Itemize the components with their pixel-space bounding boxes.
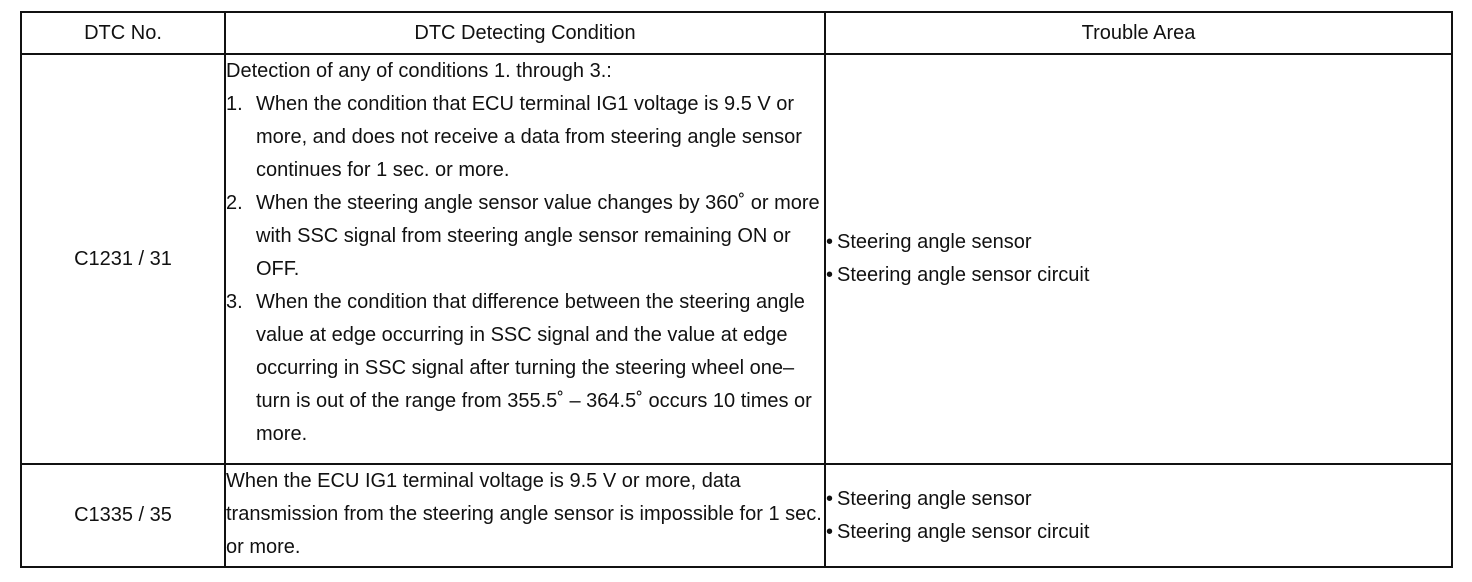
header-detecting-condition: DTC Detecting Condition bbox=[225, 12, 825, 54]
bullet-icon: • bbox=[826, 487, 834, 510]
trouble-area-list bbox=[826, 483, 1451, 549]
trouble-area-list bbox=[826, 226, 1451, 292]
condition-number: 2. bbox=[226, 192, 243, 214]
trouble-area-item bbox=[826, 226, 1451, 259]
condition-text: When the condition that difference between the steering angle value at edge occurring in SSC signal and the value at edge occurring in SSC signal after turning the steering wheel one–turn is out of the range from 355.5˚ – 364.5˚ occurs 10 times or more. bbox=[256, 291, 812, 445]
trouble-area-item bbox=[826, 259, 1451, 292]
condition-item bbox=[226, 286, 824, 451]
condition-item bbox=[226, 88, 824, 187]
condition-intro: Detection of any of conditions 1. through 3.: bbox=[226, 60, 612, 82]
table-row bbox=[21, 54, 1452, 464]
bullet-icon: • bbox=[826, 231, 834, 253]
trouble-area-item bbox=[826, 483, 1451, 516]
dtc-number-cell: C1335 / 35 bbox=[21, 464, 225, 567]
table-row bbox=[21, 464, 1452, 567]
trouble-area-cell bbox=[825, 54, 1452, 464]
condition-item bbox=[226, 187, 824, 286]
condition-text: When the condition that ECU terminal IG1 voltage is 9.5 V or more, and does not receive a data from steering angle sensor continues for 1 sec. or more. bbox=[256, 93, 802, 181]
trouble-area-item bbox=[826, 516, 1451, 549]
trouble-area-cell bbox=[825, 464, 1452, 567]
bullet-icon: • bbox=[826, 264, 834, 286]
trouble-area-text: Steering angle sensor circuit bbox=[837, 264, 1090, 286]
condition-text: When the steering angle sensor value changes by 360˚ or more with SSC signal from steering angle sensor remaining ON or OFF. bbox=[256, 192, 820, 280]
dtc-number-cell: C1231 / 31 bbox=[21, 54, 225, 464]
condition-number: 3. bbox=[226, 291, 243, 313]
condition-text: When the ECU IG1 terminal voltage is 9.5 V or more, data transmission from the steering angle sensor is impossible for 1 sec. or more. bbox=[226, 470, 822, 558]
table-header-row bbox=[21, 12, 1452, 54]
header-trouble-area: Trouble Area bbox=[825, 12, 1452, 54]
header-dtc-no: DTC No. bbox=[21, 12, 225, 54]
detecting-condition-cell bbox=[225, 464, 825, 567]
condition-number: 1. bbox=[226, 93, 243, 115]
trouble-area-text: Steering angle sensor bbox=[837, 487, 1032, 510]
detecting-condition-cell bbox=[225, 54, 825, 464]
trouble-area-text: Steering angle sensor circuit bbox=[837, 520, 1090, 543]
trouble-area-text: Steering angle sensor bbox=[837, 231, 1032, 253]
dtc-table bbox=[20, 11, 1453, 568]
bullet-icon: • bbox=[826, 520, 834, 543]
condition-list bbox=[226, 88, 824, 451]
